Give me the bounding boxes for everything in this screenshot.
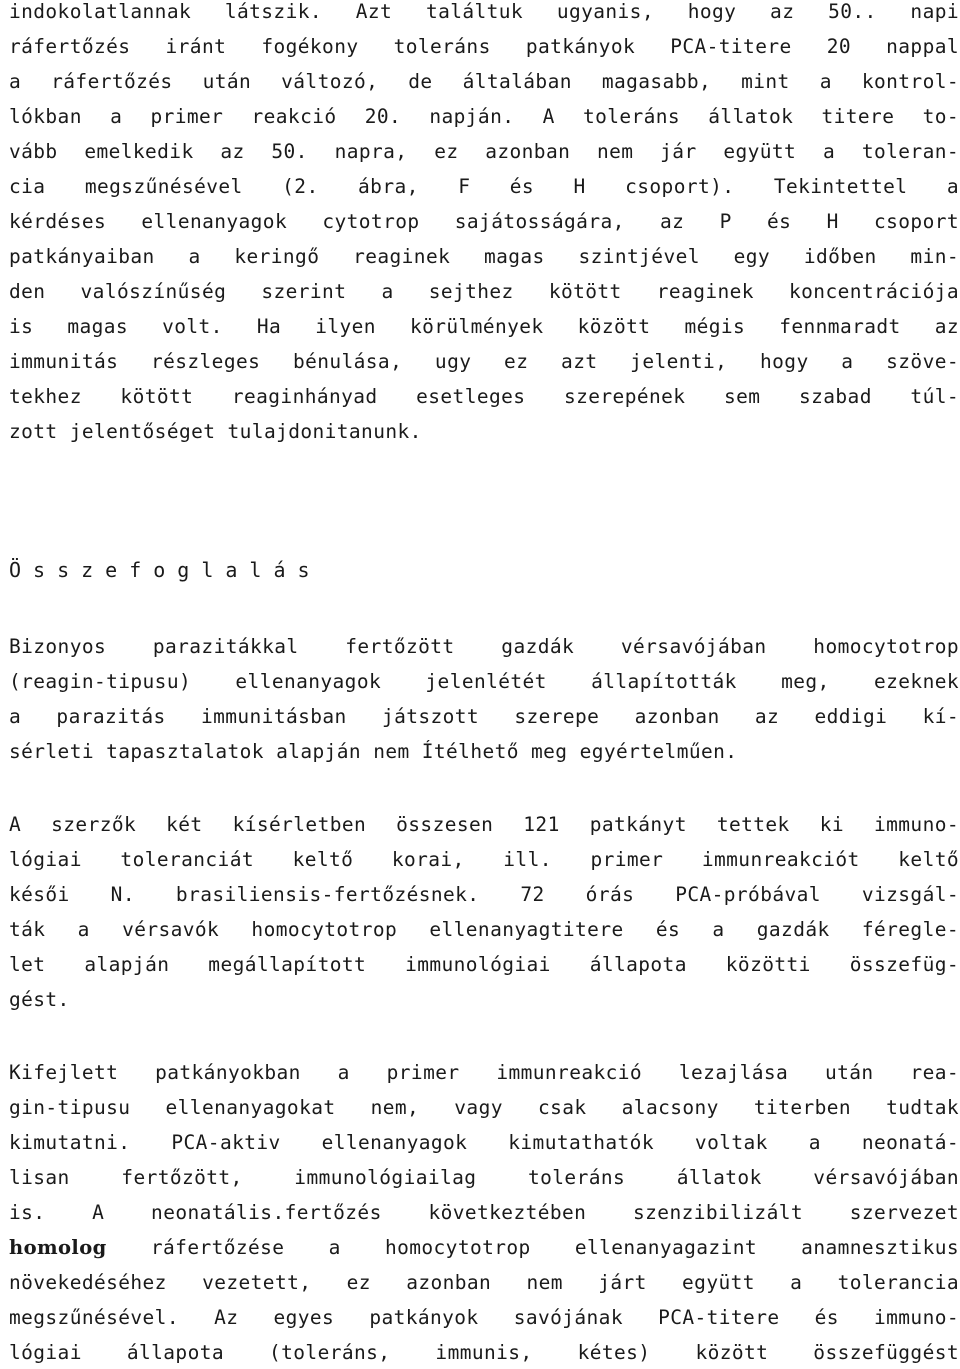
text-line: Bizonyos parazitákkal fertőzött gazdák vérsavójában homocytotrop: [9, 635, 959, 658]
text-line: ráfertőzés iránt fogékony toleráns patkányok PCA-titere 20 nappal: [9, 35, 959, 58]
text-line: patkányaiban a keringő reaginek magas szintjével egy időben min-: [9, 245, 959, 268]
text-line: tekhez kötött reaginhányad esetleges szerepének sem szabad túl-: [9, 385, 959, 408]
text-line: is. A neonatális.fertőzés következtében szenzibilizált szervezet: [9, 1201, 959, 1224]
text-line: lógiai toleranciát keltő korai, ill. primer immunreakciót keltő: [9, 848, 959, 871]
text-line: is magas volt. Ha ilyen körülmények között mégis fennmaradt az: [9, 315, 959, 338]
text-line: let alapján megállapított immunológiai állapota közötti összefüg-: [9, 953, 959, 976]
text-line: (reagin-tipusu) ellenanyagok jelenlétét állapították meg, ezeknek: [9, 670, 959, 693]
text-line: késői N. brasiliensis-fertőzésnek. 72 órás PCA-próbával vizsgál-: [9, 883, 959, 906]
text-line: Kifejlett patkányokban a primer immunreakció lezajlása után rea-: [9, 1061, 959, 1084]
text-line: zott jelentőséget tulajdonitanunk.: [9, 420, 422, 443]
text-line: növekedéséhez vezetett, ez azonban nem járt együtt a tolerancia: [9, 1271, 959, 1294]
text-line: ták a vérsavók homocytotrop ellenanyagtitere és a gazdák féregle-: [9, 918, 959, 941]
text-line: gin-tipusu ellenanyagokat nem, vagy csak alacsony titerben tudtak: [9, 1096, 959, 1119]
text-line: indokolatlannak látszik. Azt találtuk ugyanis, hogy az 50.. napi: [9, 0, 959, 23]
text-line: lógiai állapota (toleráns, immunis, kétes) között összefüggést: [9, 1341, 959, 1364]
text-line-bold-start: homolog ráfertőzése a homocytotrop ellenanyagazint anamnesztikus: [9, 1236, 959, 1259]
text-line: den valószínűség szerint a sejthez kötött reaginek koncentrációja: [9, 280, 959, 303]
section-heading: Összefoglalás: [9, 558, 322, 582]
text-line: sérleti tapasztalatok alapján nem Ítélhető meg egyértelműen.: [9, 740, 738, 763]
text-line: A szerzők két kísérletben összesen 121 patkányt tettek ki immuno-: [9, 813, 959, 836]
text-line: kimutatni. PCA-aktiv ellenanyagok kimutathatók voltak a neonatá-: [9, 1131, 959, 1154]
text-line: vább emelkedik az 50. napra, ez azonban nem jár együtt a toleran-: [9, 140, 959, 163]
text-line: lisan fertőzött, immunológiailag toleráns állatok vérsavójában: [9, 1166, 959, 1189]
text-line: a parazitás immunitásban játszott szerepe azonban az eddigi kí-: [9, 705, 959, 728]
text-line: megszűnésével. Az egyes patkányok savójának PCA-titere és immuno-: [9, 1306, 959, 1329]
text-line: immunitás részleges bénulása, ugy ez azt jelenti, hogy a szöve-: [9, 350, 959, 373]
text-line: kérdéses ellenanyagok cytotrop sajátosságára, az P és H csoport: [9, 210, 959, 233]
text-line: gést.: [9, 988, 70, 1011]
text-line: lókban a primer reakció 20. napján. A toleráns állatok titere to-: [9, 105, 959, 128]
text-line: a ráfertőzés után változó, de általában magasabb, mint a kontrol-: [9, 70, 959, 93]
text-line: cia megszűnésével (2. ábra, F és H csoport). Tekintettel a: [9, 175, 959, 198]
